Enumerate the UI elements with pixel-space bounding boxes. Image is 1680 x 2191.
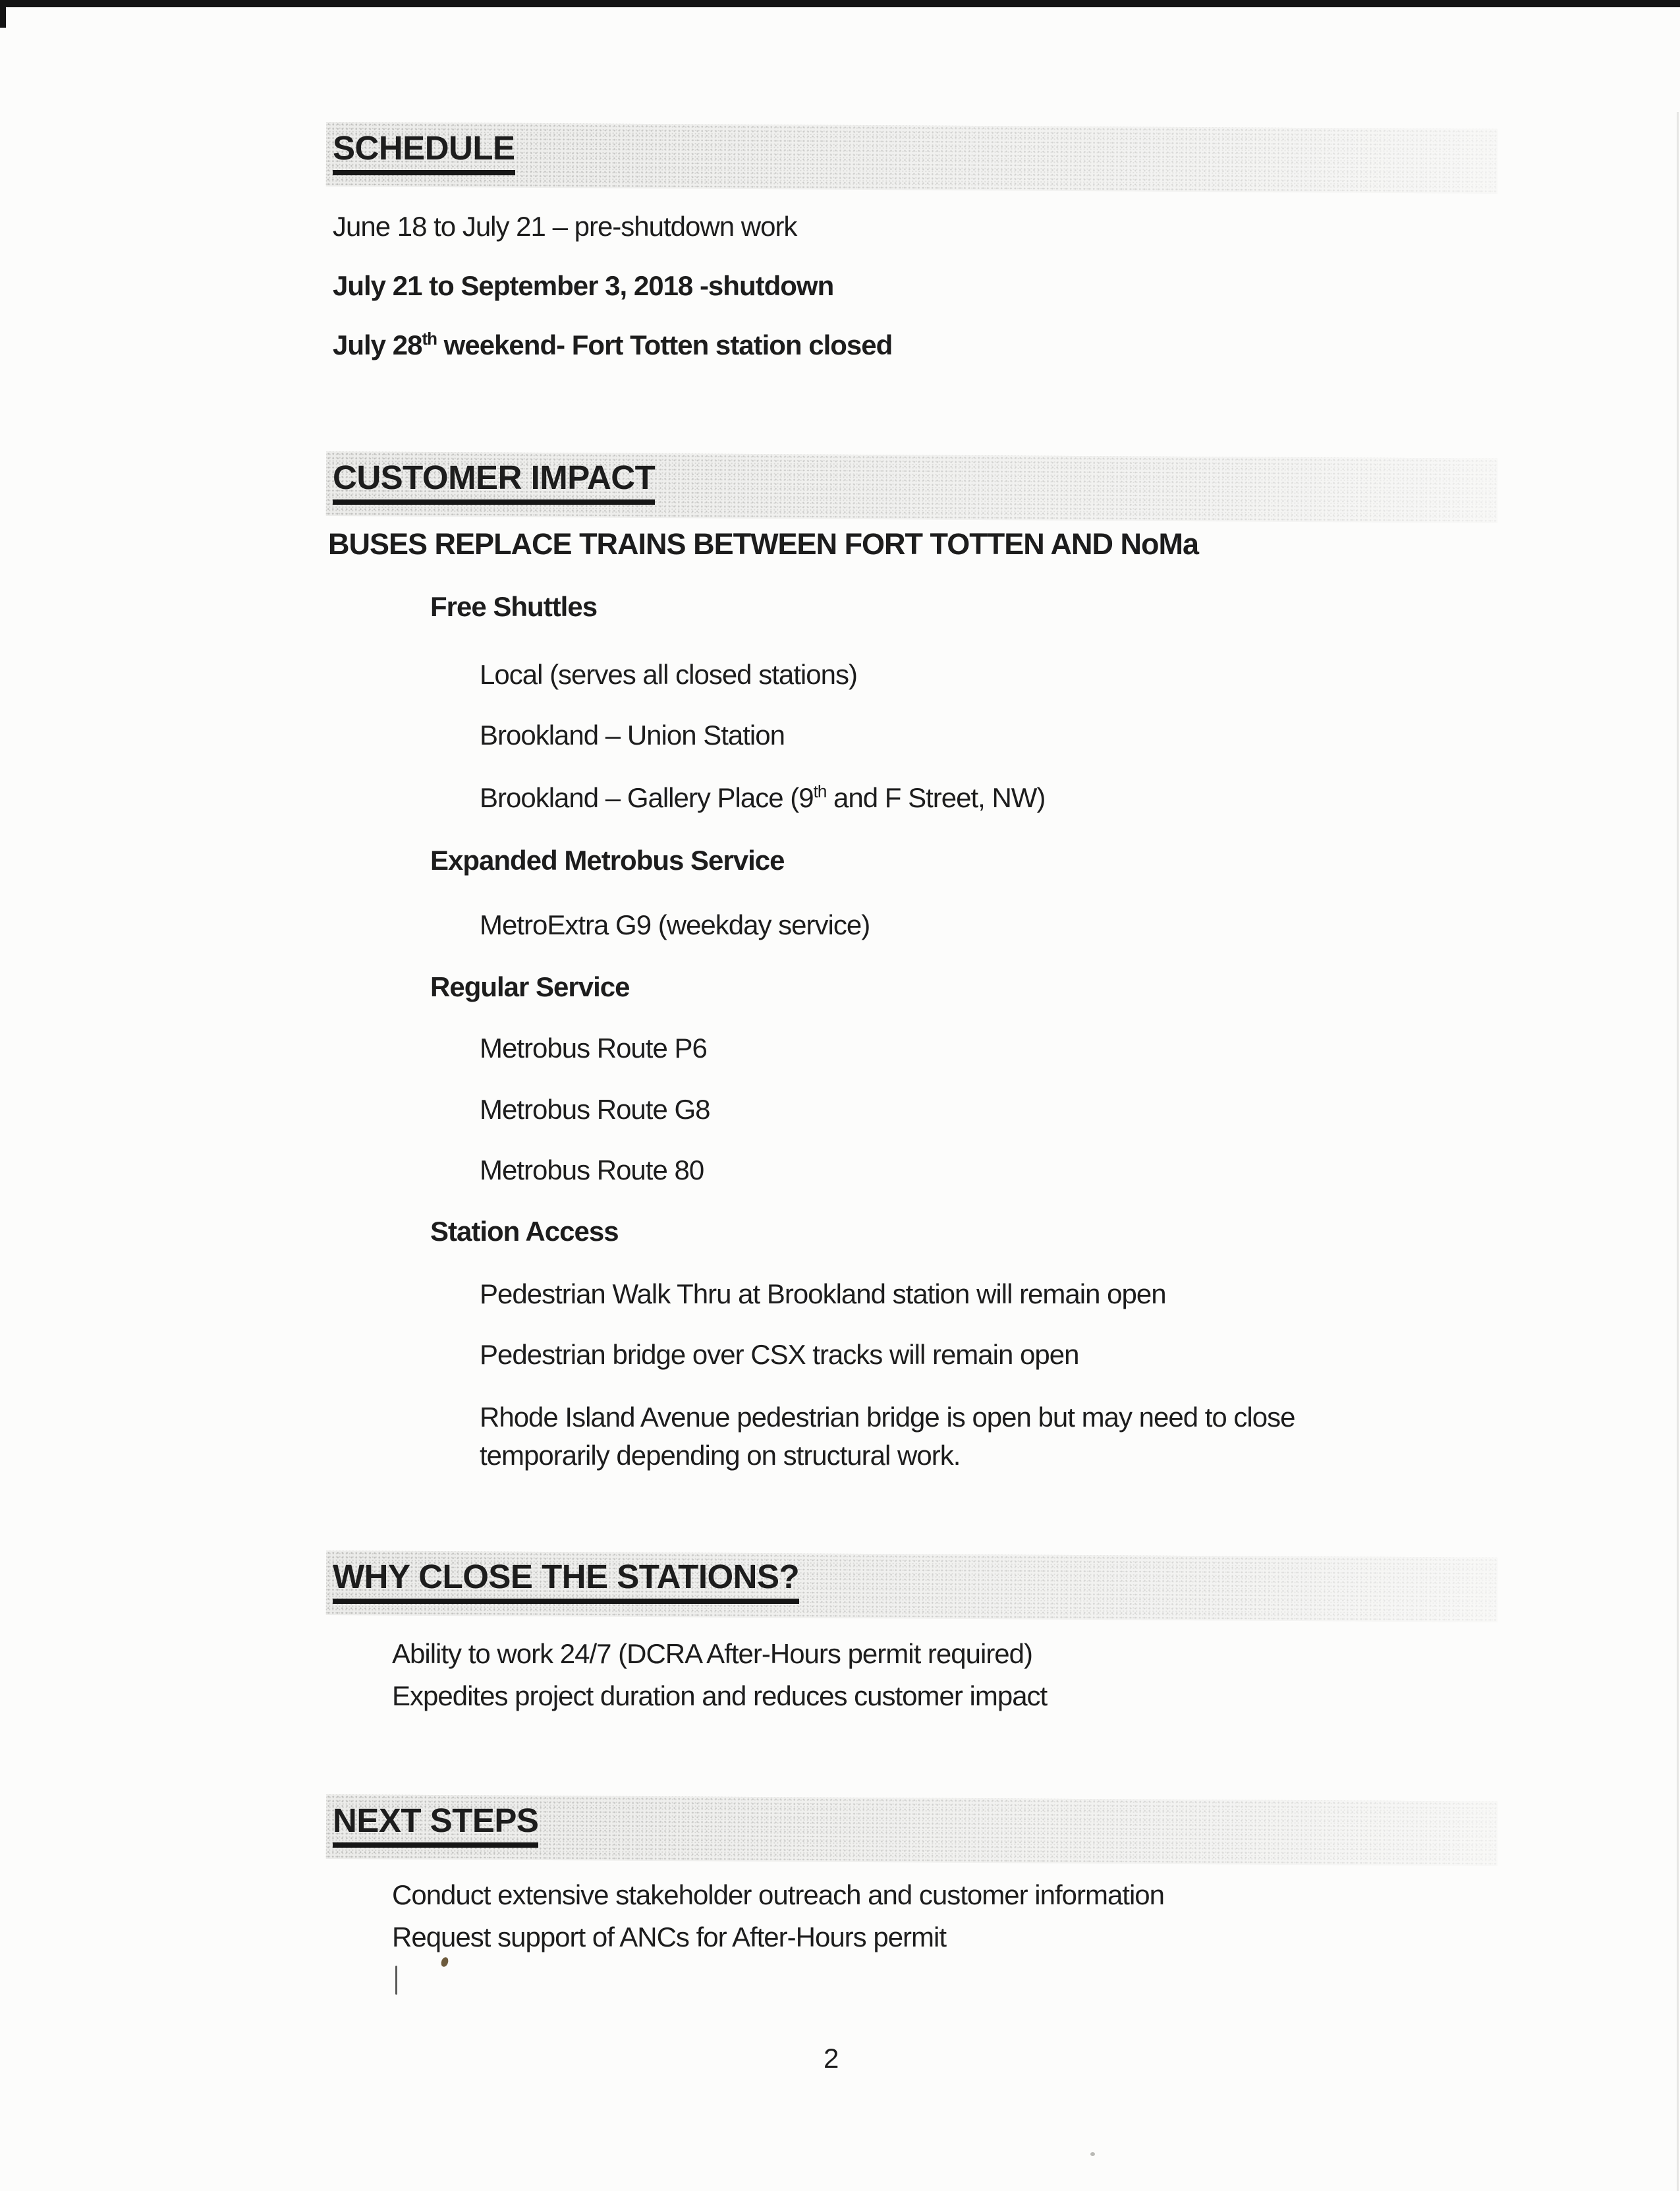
ordinal-superscript: th: [813, 782, 827, 801]
list-item-label: Metrobus Route G8: [480, 1094, 710, 1125]
why-close-section-heading: [333, 1558, 799, 1604]
schedule-line-3-text: weekend- Fort Totten station closed: [437, 329, 893, 360]
list-item-route-g8: [448, 1093, 710, 1127]
schedule-line-3-text: July 28: [333, 329, 422, 360]
list-item-label: Free Shuttles: [430, 591, 598, 622]
list-item-label: Pedestrian Walk Thru at Brookland station will remain open: [480, 1278, 1166, 1309]
scan-edge-artifact-right: [1677, 112, 1679, 2191]
scan-speck: [440, 1956, 450, 1968]
schedule-section-heading: [333, 130, 515, 175]
list-item-text: Brookland – Gallery Place (9: [480, 782, 814, 813]
list-item-anc-support: [359, 1920, 946, 1955]
list-item-label: Ability to work 24/7 (DCRA After-Hours permit required): [392, 1638, 1033, 1669]
schedule-heading-text: SCHEDULE: [333, 130, 515, 175]
list-item-regular-service: [374, 970, 630, 1005]
schedule-line-1: June 18 to July 21 – pre-shutdown work: [333, 211, 797, 242]
list-item-label: Conduct extensive stakeholder outreach and customer information: [392, 1879, 1165, 1910]
list-item-route-p6: [448, 1031, 707, 1066]
ordinal-superscript: th: [422, 329, 437, 349]
scan-speck: [1090, 2152, 1095, 2156]
list-item-label: Metrobus Route 80: [480, 1154, 704, 1185]
why-close-heading-text: WHY CLOSE THE STATIONS?: [333, 1558, 799, 1604]
next-steps-section-heading: [333, 1802, 538, 1848]
page-number: 2: [824, 2043, 839, 2074]
customer-impact-heading-text: CUSTOMER IMPACT: [333, 459, 655, 505]
list-item-brookland-union: [448, 718, 785, 753]
schedule-line-3: [333, 328, 892, 363]
list-item-local-shuttle: [448, 658, 857, 693]
list-item-ability-247: [359, 1637, 1032, 1672]
buses-replace-trains-subheading: BUSES REPLACE TRAINS BETWEEN FORT TOTTEN AND NoMa: [328, 527, 1199, 561]
list-item-rhode-island-bridge: [448, 1398, 1369, 1475]
list-item-label: Expanded Metrobus Service: [430, 845, 785, 876]
list-item-label: Pedestrian bridge over CSX tracks will remain open: [480, 1339, 1079, 1370]
list-item-label: Regular Service: [430, 971, 630, 1002]
list-item-stakeholder-outreach: [359, 1878, 1164, 1913]
list-item-pedestrian-bridge-csx: [448, 1338, 1078, 1373]
list-item-label: [480, 781, 1045, 816]
list-item-label: Request support of ANCs for After-Hours permit: [392, 1921, 947, 1952]
scan-edge-artifact-corner: [0, 0, 6, 28]
list-item-label: Expedites project duration and reduces customer impact: [392, 1680, 1048, 1711]
list-item-text: Brookland – Union Station: [480, 720, 785, 751]
list-item-route-80: [448, 1153, 704, 1188]
list-item-station-access: [374, 1214, 619, 1249]
list-item-brookland-gallery: [448, 781, 1045, 816]
customer-impact-section-heading: [333, 459, 655, 505]
list-item-expanded-metrobus: [374, 843, 785, 878]
list-item-label: MetroExtra G9 (weekday service): [480, 909, 870, 940]
list-item-label: Local (serves all closed stations): [480, 659, 857, 690]
list-item-label: Station Access: [430, 1216, 619, 1247]
list-item-text: and F Street, NW): [826, 782, 1046, 813]
list-item-label: Rhode Island Avenue pedestrian bridge is open but may need to close temporarily depending on structural work.: [480, 1402, 1295, 1471]
list-item-metroextra-g9: [448, 908, 870, 943]
list-item-label: Metrobus Route P6: [480, 1033, 707, 1064]
scan-tick-mark: [395, 1966, 397, 1995]
next-steps-heading-text: NEXT STEPS: [333, 1802, 538, 1848]
list-item-free-shuttles: [374, 590, 597, 625]
list-item-pedestrian-walkthru: [448, 1277, 1166, 1312]
scan-edge-artifact-top: [0, 0, 1680, 7]
list-item-expedites-duration: [359, 1679, 1047, 1714]
schedule-line-2: July 21 to September 3, 2018 -shutdown: [333, 270, 834, 301]
list-item-label: [480, 718, 785, 753]
